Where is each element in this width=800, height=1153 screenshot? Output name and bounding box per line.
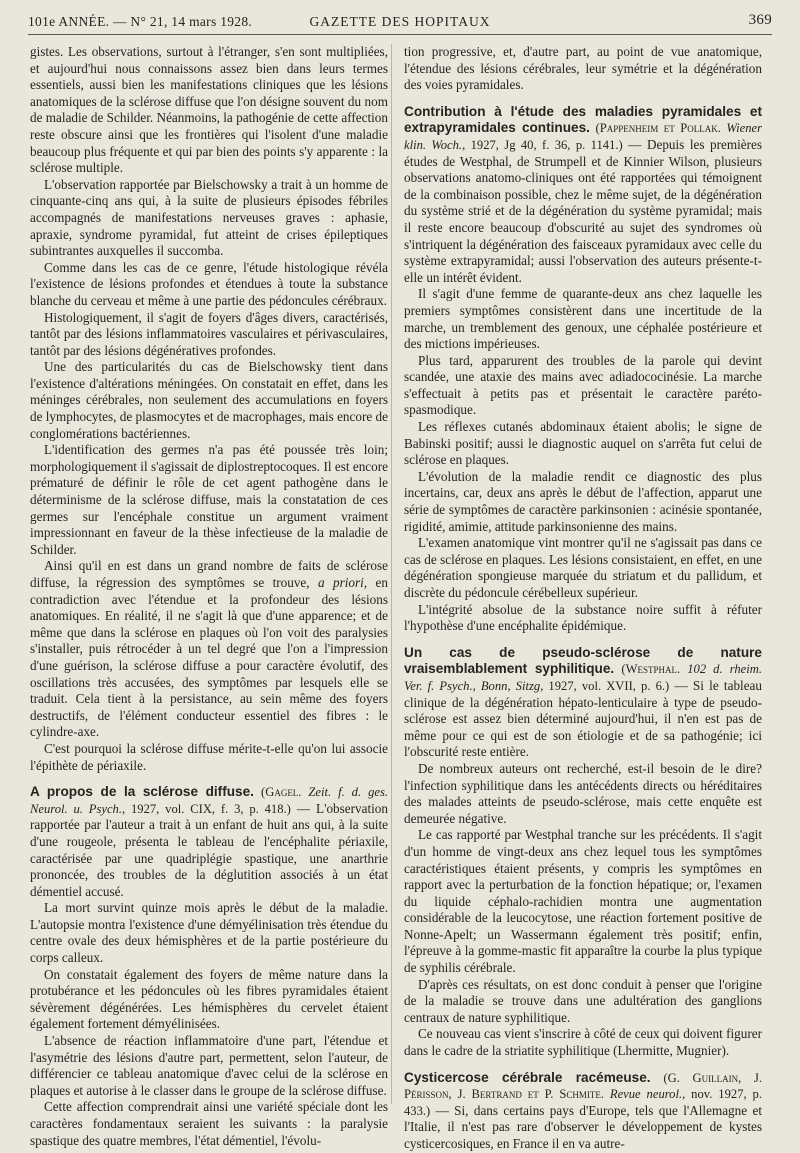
paragraph: Les réflexes cutanés abdominaux étaient abolis; le signe de Babinski positif; aussi le diagnostic auquel on s'arrêta fut celui de sclérose en plaques. xyxy=(404,419,762,468)
paragraph: Comme dans les cas de ce genre, l'étude histologique révéla l'existence de lésions profondes et étendues à toute la substance blanche du cerveau et même à une partie des pédoncules cérébraux. xyxy=(30,259,388,308)
reference-journal: 102 d. rheim. Ver. f. Psych., Bonn, Sitzg xyxy=(404,662,762,693)
page-number: 369 xyxy=(748,12,772,28)
right-column xyxy=(404,44,763,1151)
paragraph: Cette affection comprendrait ainsi une variété spéciale dont les caractères fondamentaux seraient les suivants : la paralysie spastique des quatre membres, l'état démentiel, l'évolu- xyxy=(30,1099,388,1148)
article-reference: (G. Guillain, J. Périsson, J. Bertrand et P. Schmite. Revue neurol., nov. 1927, p. 433.) xyxy=(404,1070,762,1118)
article-title: A propos de la sclérose diffuse. xyxy=(30,784,254,800)
paragraph: Le cas rapporté par Westphal tranche sur les précédents. Il s'agit d'un homme de vingt-deux ans chez lequel tous les symptômes caractéristiques étaient présents, y compris les symptômes en rapport avec la perturbation de la fonction hépatique; or, l'examen du liquide céphalo-rachidien montra une augmentation considérable de la leucocytose, une réaction fortement positive de Nonne-Apelt; un Wassermann également très positif; enfin, l'épreuve à la gomme-mastic fit apparaître la courbe la plus typique de syphilis cérébrale. xyxy=(404,827,762,976)
paragraph: L'observation rapportée par Bielschowsky a trait à un homme de cinquante-cinq ans qui, à la suite de plusieurs épisodes fébriles accompagnés de manifestations nerveuses graves : aphasie, apraxie, syndrome pyramidal, fut atteint de crises épileptiques subintrantes auxquelles il succomba. xyxy=(30,176,388,259)
reference-details: , 1927, vol. XVII, p. 6.) xyxy=(540,678,670,693)
paragraph: Une des particularités du cas de Bielschowsky tient dans l'existence d'altérations méningées. On constatait en effet, dans les méninges cérébrales, non seulement des accumulations en foyers de lymphocytes, de plasmocytes et de macrophages, mais encore de conglomérations bactériennes. xyxy=(30,359,388,441)
issue-info: 101e ANNÉE. — N° 21, 14 mars 1928. xyxy=(28,14,253,29)
paragraph: D'après ces résultats, on est donc conduit à penser que l'origine de la maladie se trouve dans une adultération des ganglions centraux de nature syphilitique. xyxy=(404,976,762,1025)
article-text: — Depuis les premières études de Westphal, de Strumpell et de Kinnier Wilson, plusieurs observations anatomo-cliniques ont été rapportées qui témoignent de la combinaison possible, chez le même sujet, de la dégénération du système strié et de la dégénération du système pyramidal; mais il reste encore beaucoup d'obscurité au sujet des syndromes où s'intriquent la dégénération des faisceaux pyramidaux avec celle du système extrapyramidal; aussi l'observation des auteurs présente-t-elle un intérêt évident. xyxy=(404,136,762,285)
paragraph: De nombreux auteurs ont recherché, est-il besoin de le dire? l'infection syphilitique dans les antécédents directs ou héréditaires des malades atteints de pseudo-sclérose, mais cette enquête est demeurée négative. xyxy=(404,760,762,826)
article-text: — Si, dans certains pays d'Europe, tels que l'Allemagne et l'Italie, il n'est pas rare d'observer le développement de kystes cysticercosiques, en France il en va autre- xyxy=(404,1102,762,1151)
reference-details: , nov. 1927, p. 433.) xyxy=(404,1087,762,1118)
paragraph: L'intégrité absolue de la substance noire suffit à réfuter l'hypothèse d'une encéphalite épidémique. xyxy=(404,601,762,634)
left-column xyxy=(30,44,389,1148)
paragraph: Ce nouveau cas vient s'inscrire à côté de ceux qui doivent figurer dans le cadre de la striatite syphilitique (Lhermitte, Mugnier). xyxy=(404,1026,762,1059)
text-span: , en contradiction avec l'étendue et la profondeur des lésions anatomiques. En réalité, il ne s'agit là que d'une apparence; et de même que dans la sclérose en plaques où l'on voit des paralysies s'installer, puis rétrocéder à un tel degré que l'on a l'impression d'une guérison, la sclérose diffuse a pour caractère évolutif, des oscillations très accusées, des symptômes par lesquels elle se traduit. Cela tient à la persistance, au sein même des foyers destructifs, de l'élément conducteur essentiel des fibres : le cylindre-axe. xyxy=(30,575,388,740)
reference-author: G. Guillain, J. Périsson, J. Bertrand et P. Schmite. xyxy=(404,1070,762,1102)
paragraph: Plus tard, apparurent des troubles de la parole qui devint scandée, une ataxie des mains avec adiadococinésie. La marche s'effectuait à petits pas et présentait le caractère paréto-spasmodique. xyxy=(404,352,762,418)
italic-text: a priori xyxy=(318,575,364,590)
article-title: Un cas de pseudo-sclérose de nature vraisemblablement syphilitique. xyxy=(404,644,762,677)
journal-title: GAZETTE DES HOPITAUX xyxy=(309,14,491,29)
paragraph: La mort survint quinze mois après le début de la maladie. L'autopsie montra l'existence d'une démyélinisation très étendue du centre ovale des deux hémisphères et de la partie postérieure du corps calleux. xyxy=(30,900,388,966)
paragraph xyxy=(30,558,388,741)
paragraph: L'identification des germes n'a pas été poussée très loin; morphologiquement il s'agissait de diplostreptocoques. Il est encore prématuré de définir le rôle de cet agent pathogène dans le déterminisme de la sclérose diffuse, mais la constatation de ces germes sur l'encéphale constitue un argument vraiment impressionnant en faveur de la thèse infectieuse de la maladie de Schilder. xyxy=(30,442,388,557)
article-reference: (Westphal. 102 d. rheim. Ver. f. Psych., Bonn, Sitzg, 1927, vol. XVII, p. 6.) xyxy=(404,662,762,693)
article-reference: (Gagel. Zeit. f. d. ges. Neurol. u. Psych., 1927, vol. CIX, f. 3, p. 418.) xyxy=(30,785,389,816)
paragraph: L'évolution de la maladie rendit ce diagnostic des plus incertains, car, deux ans après le début de l'affection, apparut une série de symptômes de caractère parkinsonien : acinésie spontanée, rigidité, amimie, attitude parkinsonienne des mains. xyxy=(404,468,762,534)
column-divider xyxy=(391,44,392,1104)
paragraph: tion progressive, et, d'autre part, au point de vue anatomique, l'étendue des lésions cérébrales, leur symétrie et la dégénération des voies pyramidales. xyxy=(404,44,762,93)
reference-details: , 1927, Jg 40, f. 36, p. 1141.) xyxy=(462,137,623,152)
article-title: Cysticercose cérébrale racémeuse. xyxy=(404,1069,651,1085)
paragraph: gistes. Les observations, surtout à l'étranger, s'en sont multipliées, et aujourd'hui nous connaissons assez bien dans leurs termes essentiels, aussi bien les manifestations cliniques que les lésions anatomiques de la sclérose diffuse que l'on désigne souvent du nom de maladie de Schilder. Néanmoins, la pathogénie de cette affection reste obscure ainsi que les frontières qui l'isolent d'une maladie beaucoup plus fréquente et qui par bien des points s'y apparente : la sclérose multiple. xyxy=(30,44,388,176)
paragraph: C'est pourquoi la sclérose diffuse mérite-t-elle qu'on lui associe l'épithète de périaxile. xyxy=(30,740,388,773)
paragraph: Histologiquement, il s'agit de foyers d'âges divers, caractérisés, tantôt par des lésions inflammatoires vasculaires et périvasculaires, tantôt par des lésions dégénératives profondes. xyxy=(30,309,388,358)
paragraph: L'absence de réaction inflammatoire d'une part, l'étendue et l'asymétrie des lésions d'autre part, permettent, selon l'auteur, de différencier ce tableau anatomique d'avec celui de la sclérose en plaques et autorise à le classer dans le groupe de la sclérose diffuse. xyxy=(30,1033,388,1098)
text-span: Ainsi qu'il en est dans un grand nombre de faits de sclérose diffuse, la régression des symptômes se trouve, xyxy=(30,558,388,590)
reference-journal: Revue neurol. xyxy=(609,1087,683,1102)
article-title: Contribution à l'étude des maladies pyramidales et extrapyramidales continues. xyxy=(404,103,762,136)
article-westphal xyxy=(404,645,762,761)
reference-author: Gagel. xyxy=(265,785,302,800)
reference-author: Pappenheim et Pollak. xyxy=(599,121,721,136)
article-pappenheim-pollak xyxy=(404,104,762,287)
article-gagel xyxy=(30,784,388,900)
paragraph: Il s'agit d'une femme de quarante-deux ans chez laquelle les premiers symptômes consistèrent dans une incertitude de la marche, un tremblement des genoux, une céphalée postérieure et des mictions impérieuses. xyxy=(404,286,762,352)
reference-journal: Zeit. f. d. ges. Neurol. u. Psych. xyxy=(30,785,389,816)
article-reference: (Pappenheim et Pollak. Wiener klin. Woch., 1927, Jg 40, f. 36, p. 1141.) xyxy=(404,121,763,152)
article-text: — Si le tableau clinique de la dégénération hépato-lenticulaire à type de pseudo-sclérose est assez bien déterminé aujourd'hui, il n'en est pas de même pour ce qui est de son étiologie et de sa pathogénie; ici l'obscurité reste entière. xyxy=(404,677,763,760)
paragraph: On constatait également des foyers de même nature dans la protubérance et les pédoncules où les fibres pyramidales étaient sévèrement dégénérées. Les hémisphères du cervelet étaient également fortement démyélinisées. xyxy=(30,966,388,1032)
reference-details: , 1927, vol. CIX, f. 3, p. 418.) xyxy=(122,801,291,816)
paragraph: L'examen anatomique vint montrer qu'il ne s'agissait pas dans ce cas de sclérose en plaques. Les lésions consistaient, en effet, en une dégénération spongieuse marquée du striatum et du pallidum, et discrète du pédoncule cérébelleux supérieur. xyxy=(404,535,762,600)
running-header xyxy=(28,10,772,35)
reference-journal: Wiener klin. Woch. xyxy=(404,121,763,152)
article-text: — L'observation rapportée par l'auteur a trait à un enfant de huit ans qui, à la suite d'une rougeole, présenta le tableau de l'encéphalite périaxile, caractérisée par une quadriplégie spastique, une anarthrie prononcée, des troubles de la déglutition associés à un état démentiel accusé. xyxy=(30,800,388,899)
reference-author: Westphal. xyxy=(625,662,681,677)
article-guillain xyxy=(404,1070,762,1153)
